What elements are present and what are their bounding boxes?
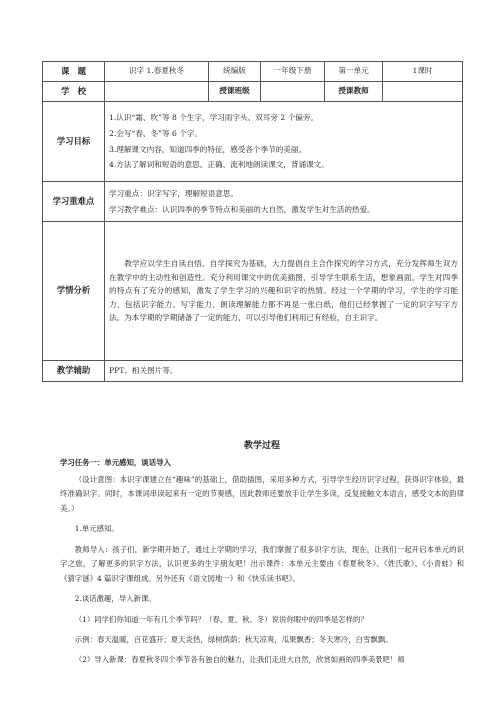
aids-label: 教学辅助: [43, 361, 105, 382]
edition: 统编版: [209, 62, 261, 82]
teacher-label: 授课教师: [325, 82, 383, 102]
analysis-content: 教学应以学生自读自悟、自学探究为基础，大力提倡自主合作探究的学习方式，充分发挥师生双方在教学中的主动性和创造性。充分利用课文中的优美插图，引导学生联系生活，想象画面。学生对四季的特点有了充分的感知，激发了学生学习的兴趣和识字的热情。经过一个学期的学习，学生的学习能力，包括识字能力、写字能力、朗读理解能力都不再是一张白纸，他们已经掌握了一定的识字写字方法，为本学期的学期储备了一定的能力，可以引导他们利用已有经验，自主识字。: [105, 222, 463, 361]
school-value: [105, 82, 209, 102]
key-points-row: [43, 182, 463, 222]
key-point-item: 学习教学难点：认识四季的季节特点和美丽的大自然，激发学生对生活的热爱。: [109, 204, 375, 214]
grade: 一年级下册: [261, 62, 325, 82]
period: 1课时: [383, 62, 463, 82]
objectives-label: 学习目标: [43, 102, 105, 182]
objective-item: 2.会写“春、冬”等 6 个字。: [109, 128, 203, 138]
new-lesson-intro: （2）导入新课：春夏秋冬四个季节各有独自的魅力，让我们走进大自然，欣赏如画的四季美景吧！师: [74, 655, 405, 665]
objectives-content: [105, 102, 463, 182]
aids-row: [43, 361, 463, 382]
teacher-value: [383, 82, 463, 102]
objective-item: 3.理解课文内容，知道四季的特征，感受各个季节的美丽。: [109, 144, 307, 154]
class-label: 授课班级: [209, 82, 261, 102]
step-heading: 1.单元感知。: [74, 524, 119, 534]
question: （1）同学们你知道一年有几个季节吗？（春、夏、秋、冬）说说你眼中的四季是怎样的？: [74, 614, 368, 624]
teacher-intro: 教师导入：孩子们，新学期开始了，通过上学期的学习，我们掌握了很多识字方法，现在，让我们一起开启本单元的识字之旅，了解更多的识字方法，认识更多的生字朋友吧！出示课件：本单元主要由《春夏秋冬》、《姓氏歌》、《小青蛙》和《猜字谜》4 篇识字课组成。另外还有《语文园地一》和《快乐读书吧》。: [60, 544, 464, 583]
objective-item: 1.认识“霜、吹”等 8 个生字，学习雨字头、双耳旁 2 个偏旁。: [109, 113, 318, 123]
example: 示例：春天温暖，百花盛开；夏天炎热，绿树荫荫；秋天凉爽，瓜果飘香；冬天寒冷，白雪飘飘。: [74, 634, 393, 644]
lesson-title: 识字 1.春夏秋冬: [105, 62, 209, 82]
title-row: [43, 62, 463, 82]
school-label: 学 校: [43, 82, 105, 102]
lesson-plan-table: [42, 61, 463, 382]
process-section: [60, 438, 464, 674]
analysis-label: 学情分析: [43, 222, 105, 361]
key-points-content: [105, 182, 463, 222]
class-value: [261, 82, 325, 102]
aids-content: PPT、相关图片等。: [105, 361, 463, 382]
process-title: 教学过程: [243, 441, 280, 451]
key-points-label: 学习重难点: [43, 182, 105, 222]
step-heading: 2.谈话激趣，导入新课。: [74, 594, 156, 604]
objective-item: 4.方法了解词和短语的意思。正确、流利地朗读课文，背诵课文。: [109, 160, 329, 170]
design-intent: （设计意图：本识字课建立在“趣味”的基础上，借助插图，采用多种方式，引导学生经历识字过程，获得识字体验，最终准确识字。同时，本课词串读起来有一定的节奏感，因此教师还要放手让学生多读，反复接触文本语言，感受文本的韵律美。）: [60, 475, 464, 513]
task-heading: 学习任务一：单元感知，谈话导入: [60, 458, 171, 467]
unit: 第一单元: [325, 62, 383, 82]
key-point-item: 学习重点：识字写字，理解短语意思。: [109, 188, 239, 198]
objectives-row: [43, 102, 463, 182]
lesson-label: 课 题: [43, 62, 105, 82]
analysis-row: [43, 222, 463, 361]
school-row: [43, 82, 463, 102]
